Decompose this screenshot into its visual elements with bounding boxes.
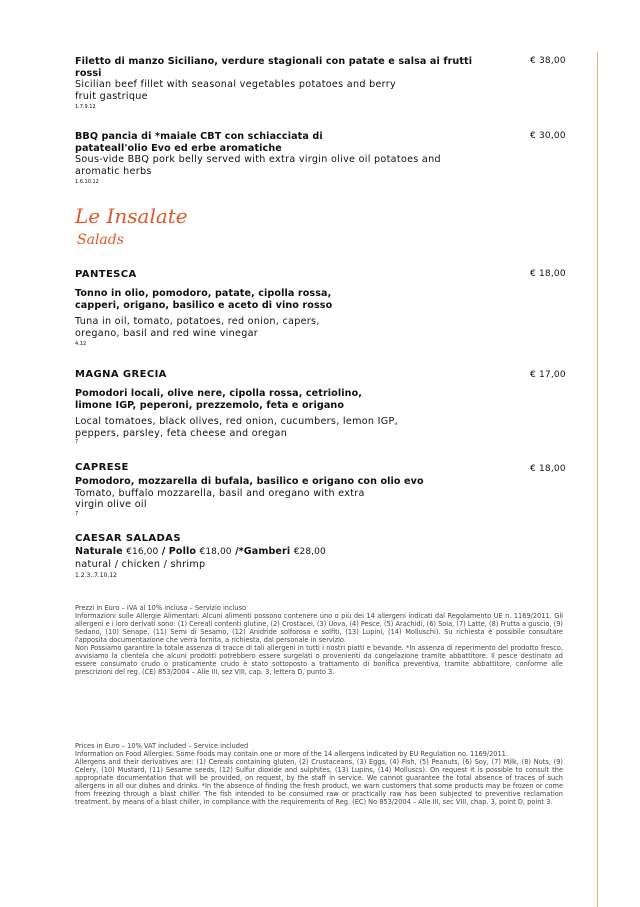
footer-line: Allergens and their derivatives are: (1) Cereals containing gluten, (2) Crustaceans, (3) Eggs, (4) Fish, (5) Peanuts, (6) Soy, (7) Milk, (8) Nuts, (9) Celery, (10) Mustard, (11) Sesame seeds, (12) Sulfur dioxide and sulphites, (13) Lupins, (14) Molluscs). On request it is possible to consult the appropriate documentation that will be provided, on request, by the staff in service. We cannot guarantee the total absence of traces of such allergens in all our dishes and drinks. *In the absence of finding the fresh product, we warn customers that some products may be frozen or come from freezing through a blast chiller. The fish intended to be consumed raw or practically raw has been subjected to preventive reclamation treatment, by means of a blast chiller, in compliance with the requirements of Reg. (EC) No 853/2004 – Alle III, sec VIII, chap. 3, point D, point 3. [75, 758, 563, 806]
dish-name: CAPRESE [75, 462, 129, 473]
dish-allergens: 7 [75, 510, 79, 517]
price-filetto: € 38,00 [530, 56, 566, 66]
menu-item-caprese [75, 462, 475, 518]
dish-english: Tomato, buffalo mozzarella, basil and oregano with extra virgin olive oil [75, 487, 365, 510]
option-naturale: Naturale [75, 546, 123, 557]
footer-line: Information on Food Allergies: Some foods may contain one or more of the 14 allergens indicated by EU Regulation no. 1169/2011. [75, 750, 508, 758]
section-title: Le Insalate [75, 204, 188, 228]
dish-allergens: 4.12 [75, 341, 87, 347]
section-subtitle: Salads [77, 232, 124, 248]
menu-item-magna-grecia [75, 369, 475, 446]
dish-allergens: 1.6.10.12 [75, 179, 99, 185]
menu-item-pantesca [75, 269, 475, 348]
footer-line: Non Possiamo garantire la totale assenza di tracce di tali allergeni in tutti i nostri piatti e bevande. *In assenza di reperimento del prodotto fresco, avvisiamo la clientela che alcuni prodotti potrebbero essere surgelati o provenienti da congelazione tramite abbattitore. Il pesce destinato ad essere consumato crudo o praticamente crudo è stato sottoposto a trattamento di bonifica preventiva, tramite abbattitore, conforme alle prescrizioni del reg. (CE) 853/2004 – Alle III, sez VIII, cap. 3, lettera D, punto 3. [75, 644, 563, 676]
dish-english: natural / chicken / shrimp [75, 558, 206, 570]
footer-line: Prices in Euro – 10% VAT included – Service included [75, 742, 249, 750]
footer-line: Prezzi in Euro – IVA al 10% inclusa – Servizio incluso [75, 604, 247, 612]
dish-title: Filetto di manzo Siciliano, verdure stagionali con patate e salsa ai frutti rossi [75, 56, 473, 79]
price-pantesca: € 18,00 [530, 269, 566, 279]
footer-line: Informazioni sulle Allergie Alimentari: Alcuni alimenti possono contenere uno o più dei 14 allergeni indicati dal Regolamento UE n. 1169/2011. Gli allergeni e i loro derivati sono: (1) Cereali contenti glutine, (2) Crostacei, (3) Uova, (4) Pesce, (5) Arachidi, (6) Soia, (7) Latte, (8) Frutta a guscio, (9) Sedano, (10) Senape, (11) Semi di Sesamo, (12) Anidride solforosa e solfiti, (13) Lupini, (14) Molluschi). Su richiesta è possibile consultare l'apposita documentazione che verrà fornita, a richiesta, dal personale in servizio. [75, 612, 563, 644]
dish-english: Sous-vide BBQ pork belly served with extra virgin olive oil potatoes and aromatic herbs [75, 154, 441, 177]
caesar-options [75, 546, 475, 559]
dish-english: Local tomatoes, black olives, red onion, cucumbers, lemon IGP, peppers, parsley, feta cheese and oregan [75, 416, 398, 439]
footer-italian [75, 604, 563, 676]
dish-allergens: 1.2.3..7.10.12 [75, 572, 117, 579]
menu-item-caesar [75, 533, 475, 579]
price-caprese: € 18,00 [530, 464, 566, 474]
dish-allergens: 1.7.9.12 [75, 104, 96, 110]
dish-italian: Tonno in olio, pomodoro, patate, cipolla rossa, capperi, origano, basilico e aceto di vino rosso [75, 288, 333, 311]
dish-english: Sicilian beef fillet with seasonal vegetables potatoes and berry fruit gastrique [75, 79, 396, 102]
dish-title: BBQ pancia di *maiale CBT con schiacciata di patateall'olio Evo ed erbe aromatiche [75, 131, 323, 154]
price-pollo: €18,00 [199, 547, 232, 557]
dish-italian: Pomodori locali, olive nere, cipolla rossa, cetriolino, limone IGP, peperoni, prezzemolo, feta e origano [75, 388, 363, 411]
dish-allergens: 7 [75, 439, 79, 445]
price-magna-grecia: € 17,00 [530, 370, 566, 380]
menu-item-bbq [75, 131, 475, 186]
footer-english [75, 742, 563, 806]
dish-english: Tuna in oil, tomato, potatoes, red onion, capers, oregano, basil and red wine vinegar [75, 316, 320, 339]
vertical-divider [597, 52, 598, 907]
option-pollo: / Pollo [161, 546, 197, 557]
price-naturale: €16,00 [126, 547, 159, 557]
dish-name: MAGNA GRECIA [75, 369, 167, 380]
price-gamberi: €28,00 [293, 547, 326, 557]
dish-name: CAESAR SALADAS [75, 533, 181, 544]
price-bbq: € 30,00 [530, 131, 566, 141]
option-gamberi: /*Gamberi [235, 546, 291, 557]
dish-name: PANTESCA [75, 269, 137, 280]
dish-italian: Pomodoro, mozzarella di bufala, basilico e origano con olio evo [75, 476, 424, 487]
menu-item-filetto [75, 56, 475, 111]
